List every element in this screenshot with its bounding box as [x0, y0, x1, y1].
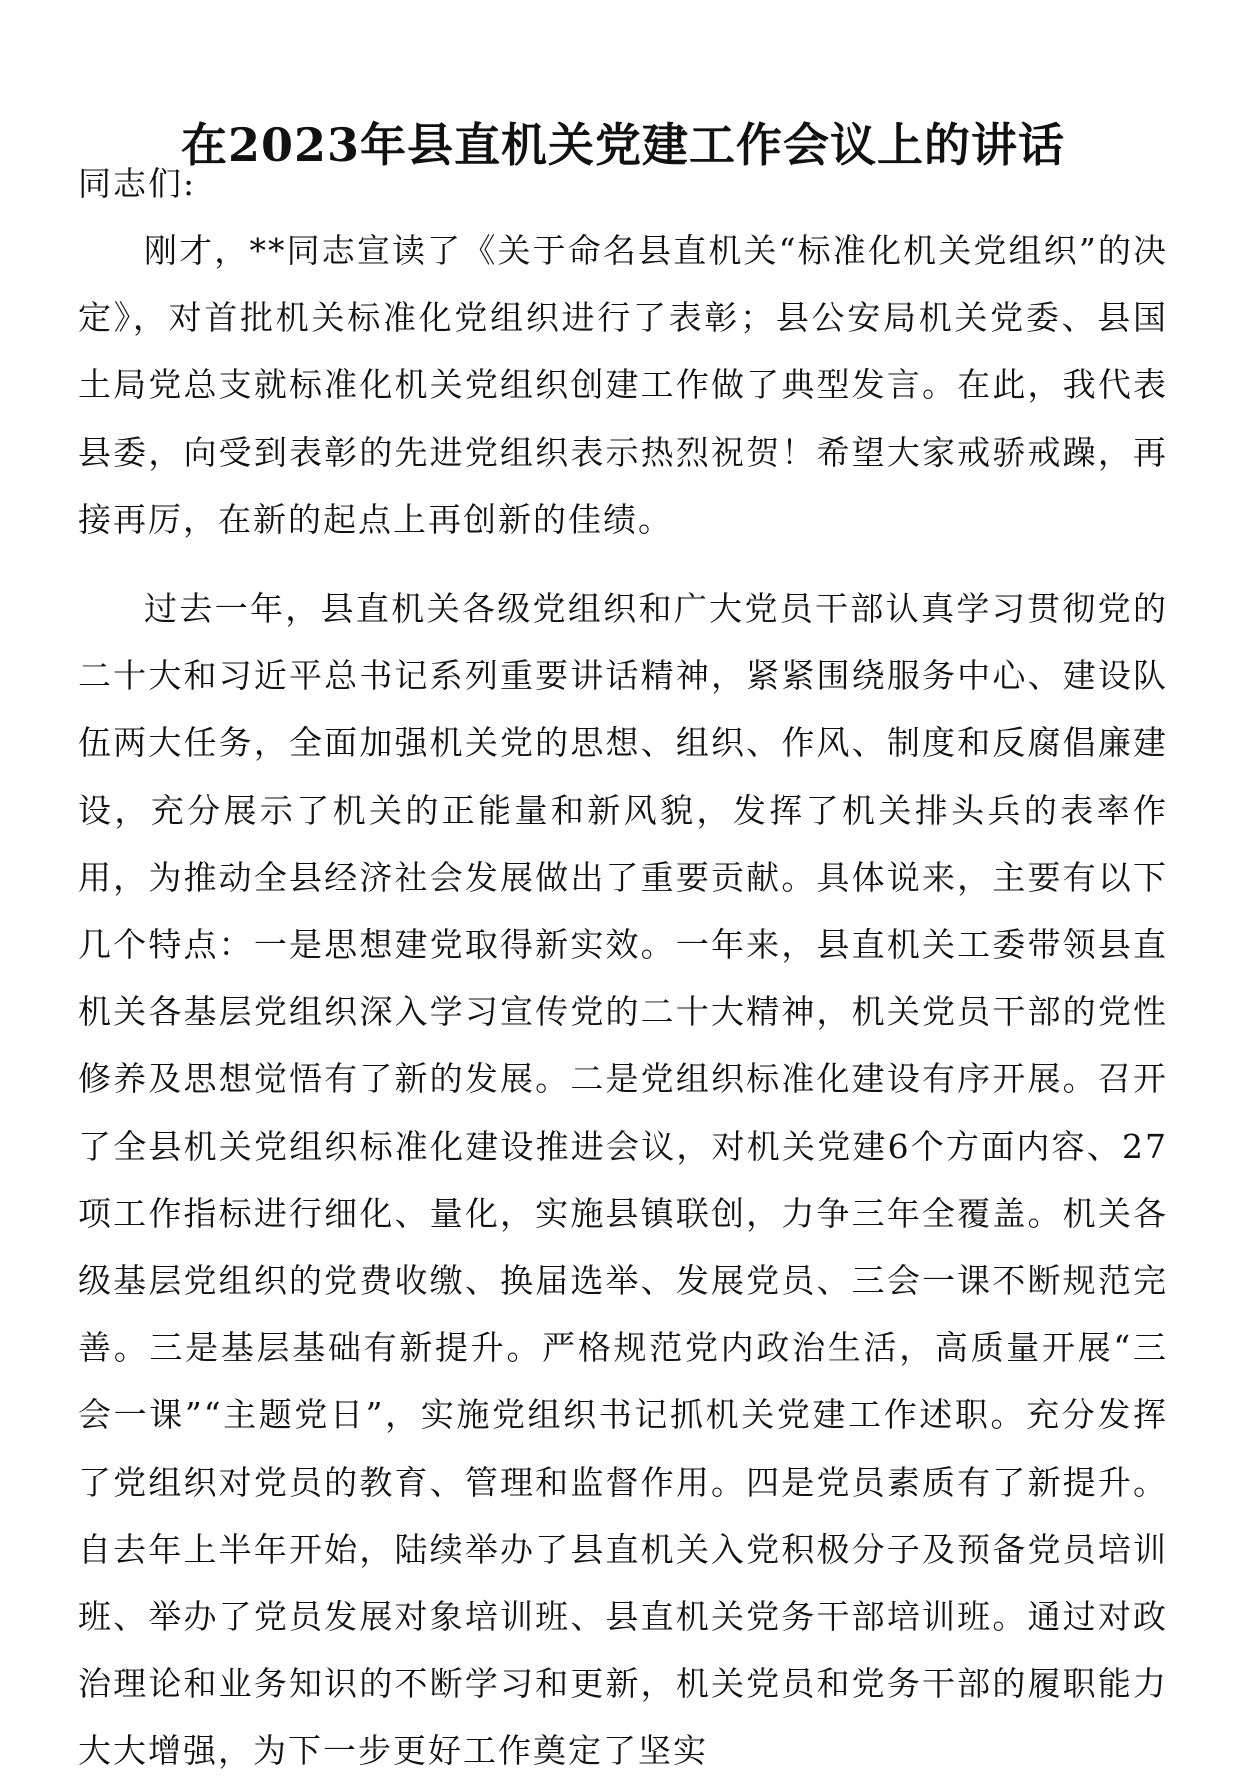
document-title: 在2023年县直机关党建工作会议上的讲话 — [180, 117, 1066, 172]
paragraph-opening: 刚才，**同志宣读了《关于命名县直机关“标准化机关党组织”的决定》，对首批机关标准化党组织进行了表彰；县公安局机关党委、县国土局党总支就标准化机关党组织创建工作做了典型发言。在此，我代表县委，向受到表彰的先进党组织表示热烈祝贺！希望大家戒骄戒躁，再接再厉，在新的起点上再创新的佳绩。 — [78, 231, 1168, 539]
salutation: 同志们: — [78, 164, 197, 203]
paragraph-review: 过去一年，县直机关各级党组织和广大党员干部认真学习贯彻党的二十大和习近平总书记系列重要讲话精神，紧紧围绕服务中心、建设队伍两大任务，全面加强机关党的思想、组织、作风、制度和反腐倡廉建设，充分展示了机关的正能量和新风貌，发挥了机关排头兵的表率作用，为推动全县经济社会发展做出了重要贡献。具体说来，主要有以下几个特点：一是思想建党取得新实效。一年来，县直机关工委带领县直机关各基层党组织深入学习宣传党的二十大精神，机关党员干部的党性修养及思想觉悟有了新的发展。二是党组织标准化建设有序开展。召开了全县机关党组织标准化建设推进会议，对机关党建6个方面内容、27项工作指标进行细化、量化，实施县镇联创，力争三年全覆盖。机关各级基层党组织的党费收缴、换届选举、发展党员、三会一课不断规范完善。三是基层基础有新提升。严格规范党内政治生活，高质量开展“三会一课”“主题党日”，实施党组织书记抓机关党建工作述职。充分发挥了党组织对党员的教育、管理和监督作用。四是党员素质有了新提升。自去年上半年开始，陆续举办了县直机关入党积极分子及预备党员培训班、举办了党员发展对象培训班、县直机关党务干部培训班。通过对政治理论和业务知识的不断学习和更新，机关党员和党务干部的履职能力大大增强，为下一步更好工作奠定了坚实 — [78, 589, 1168, 1771]
document-body — [78, 155, 1168, 1785]
